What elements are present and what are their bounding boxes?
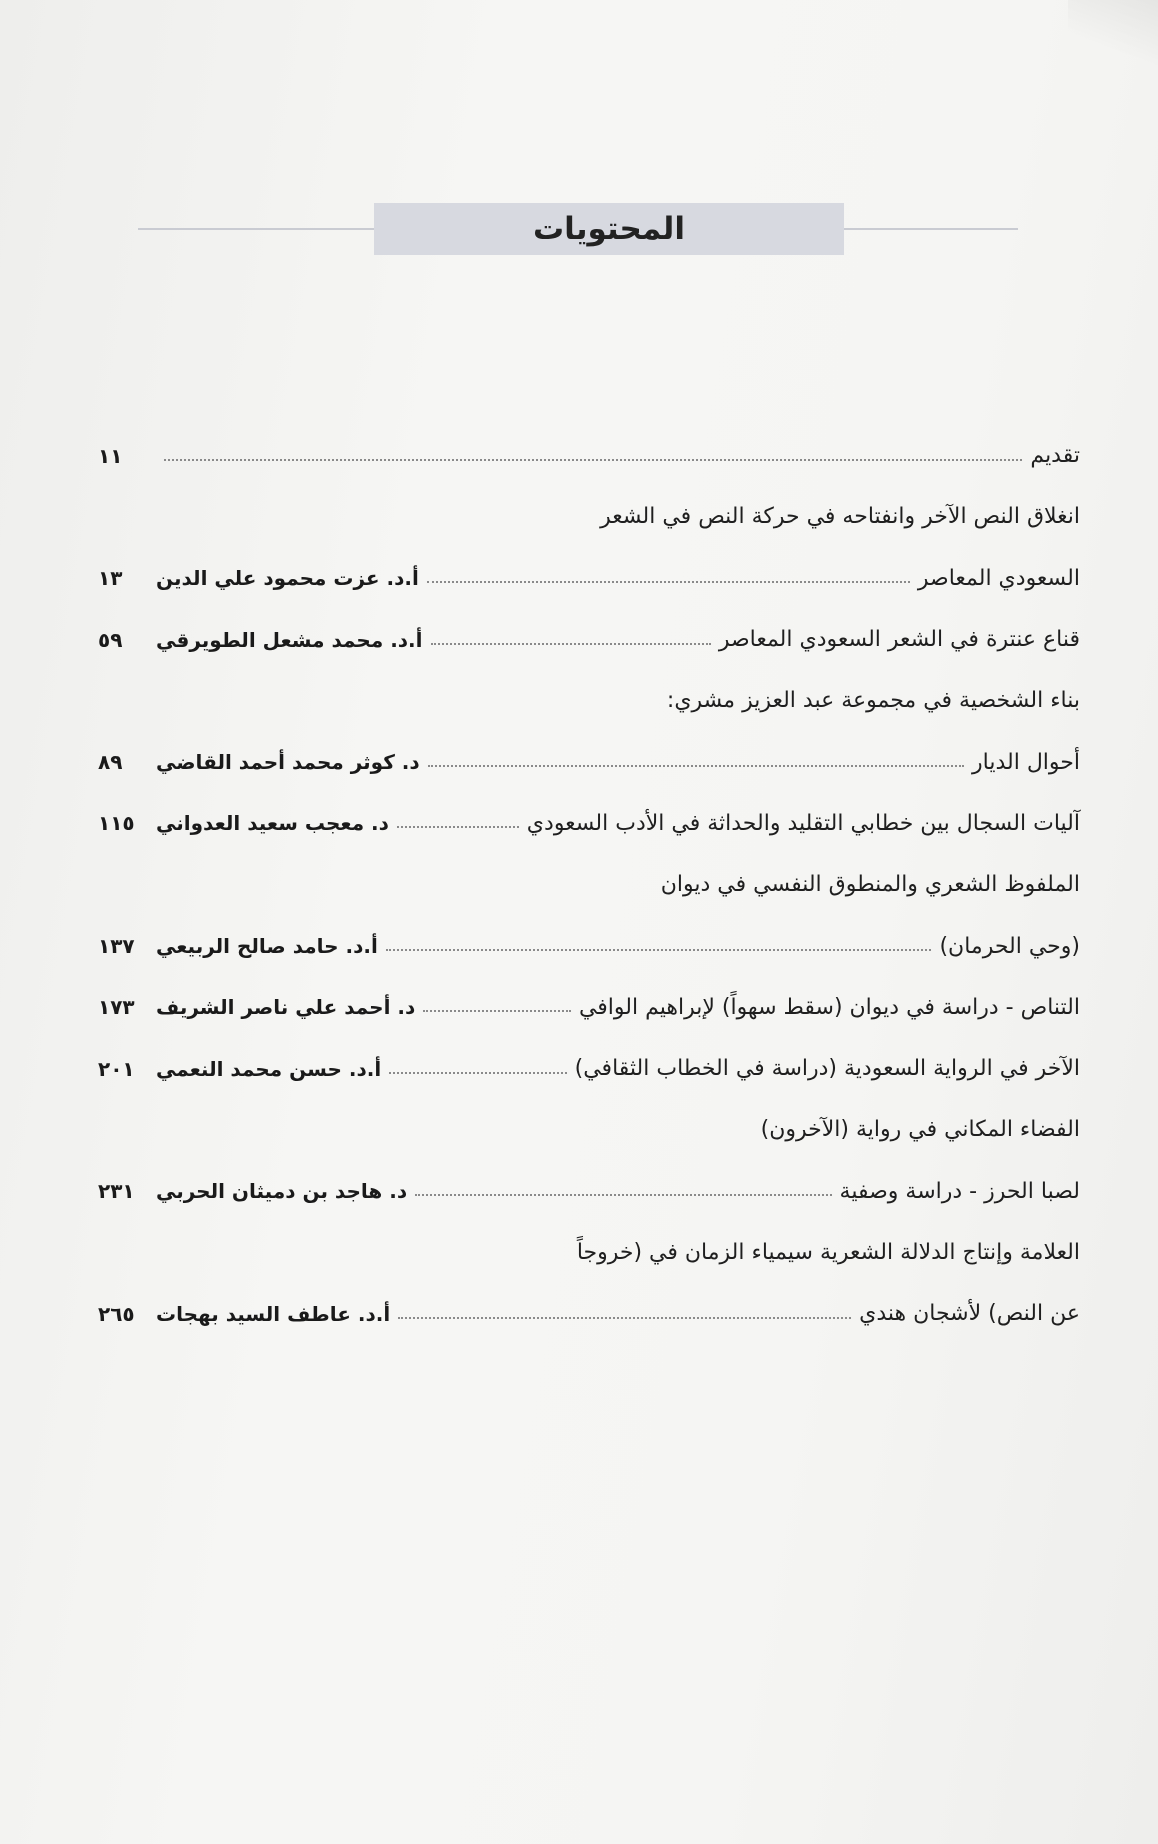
toc-entry-page: ١١٥ xyxy=(98,811,135,836)
dot-leader xyxy=(415,1194,831,1196)
toc-entry-title: الآخر في الرواية السعودية (دراسة في الخطاب الثقافي) xyxy=(574,1056,1080,1082)
toc-entry-title: التناص - دراسة في ديوان (سقط سهواً) لإبراهيم الوافي xyxy=(578,994,1080,1020)
toc-entry-title: الفضاء المكاني في رواية (الآخرون) xyxy=(760,1117,1080,1143)
toc-row xyxy=(98,731,1080,792)
toc-entry-author: أ.د. عزت محمود علي الدين xyxy=(156,566,419,591)
toc-row xyxy=(98,854,1080,915)
toc-entry-page: ٢٠١ xyxy=(98,1056,135,1081)
toc-entry-page: ١٧٣ xyxy=(98,995,135,1020)
dot-leader xyxy=(389,1072,566,1074)
dot-leader xyxy=(427,581,910,583)
toc-row xyxy=(98,548,1080,609)
toc-entry-title: السعودي المعاصر xyxy=(917,565,1080,591)
toc-row xyxy=(98,425,1080,486)
toc-row xyxy=(98,670,1080,731)
toc-entry-author: أ.د. حامد صالح الربيعي xyxy=(156,934,378,959)
toc-entry-page: ٨٩ xyxy=(98,750,123,775)
toc-entry-title: أحوال الديار xyxy=(972,749,1080,775)
toc-row xyxy=(98,1038,1080,1099)
toc-entry-page: ١٣ xyxy=(98,566,123,591)
toc-entry-author: أ.د. حسن محمد النعمي xyxy=(156,1056,382,1081)
toc-entry-title: بناء الشخصية في مجموعة عبد العزيز مشري: xyxy=(666,688,1080,714)
header-band xyxy=(374,203,844,255)
toc-entry-page: ٢٦٥ xyxy=(98,1301,135,1326)
toc-row xyxy=(98,609,1080,670)
toc-entry-author: د. أحمد علي ناصر الشريف xyxy=(156,995,416,1020)
toc-entry-title: آليات السجال بين خطابي التقليد والحداثة في الأدب السعودي xyxy=(526,810,1080,836)
toc-entry-author: د. هاجد بن دميثان الحربي xyxy=(156,1179,408,1204)
toc-entry-page: ٥٩ xyxy=(98,627,123,652)
toc-entry-page: ٢٣١ xyxy=(98,1179,135,1204)
dot-leader xyxy=(423,1010,571,1012)
toc-entry-title: العلامة وإنتاج الدلالة الشعرية سيمياء الزمان في (خروجاً xyxy=(576,1240,1080,1265)
toc-row xyxy=(98,977,1080,1038)
toc-entry-page: ١٣٧ xyxy=(98,934,135,959)
page-title: المحتويات xyxy=(533,211,685,247)
dot-leader xyxy=(164,459,1022,461)
toc-row xyxy=(98,1283,1080,1344)
dot-leader xyxy=(398,1317,851,1319)
toc-entry-author: د. معجب سعيد العدواني xyxy=(156,811,389,836)
toc-entry-page: ١١ xyxy=(98,443,123,468)
page-corner-shadow xyxy=(1068,0,1158,80)
toc-row xyxy=(98,1222,1080,1283)
toc-entry-title: تقديم xyxy=(1030,443,1080,469)
toc-entry-title: انغلاق النص الآخر وانفتاحه في حركة النص في الشعر xyxy=(600,504,1080,530)
toc-entry-author: أ.د. عاطف السيد بهجات xyxy=(156,1301,391,1326)
dot-leader xyxy=(431,643,711,645)
toc-entry-author: د. كوثر محمد أحمد القاضي xyxy=(156,750,420,775)
toc-row xyxy=(98,915,1080,976)
toc-row xyxy=(98,793,1080,854)
toc-entry-title: الملفوظ الشعري والمنطوق النفسي في ديوان xyxy=(660,872,1080,898)
toc-entry-author: أ.د. محمد مشعل الطويرقي xyxy=(156,627,423,652)
toc-entry-title: عن النص) لأشجان هندي xyxy=(859,1301,1080,1327)
toc-entry-title: قناع عنترة في الشعر السعودي المعاصر xyxy=(718,627,1080,653)
toc-entry-title: لصبا الحرز - دراسة وصفية xyxy=(839,1178,1080,1204)
toc-row xyxy=(98,1161,1080,1222)
dot-leader xyxy=(386,949,932,951)
dot-leader xyxy=(397,826,519,828)
toc-row xyxy=(98,486,1080,547)
toc-row xyxy=(98,1099,1080,1160)
dot-leader xyxy=(428,765,964,767)
table-of-contents xyxy=(98,425,1080,1344)
toc-entry-title: (وحي الحرمان) xyxy=(939,933,1080,959)
